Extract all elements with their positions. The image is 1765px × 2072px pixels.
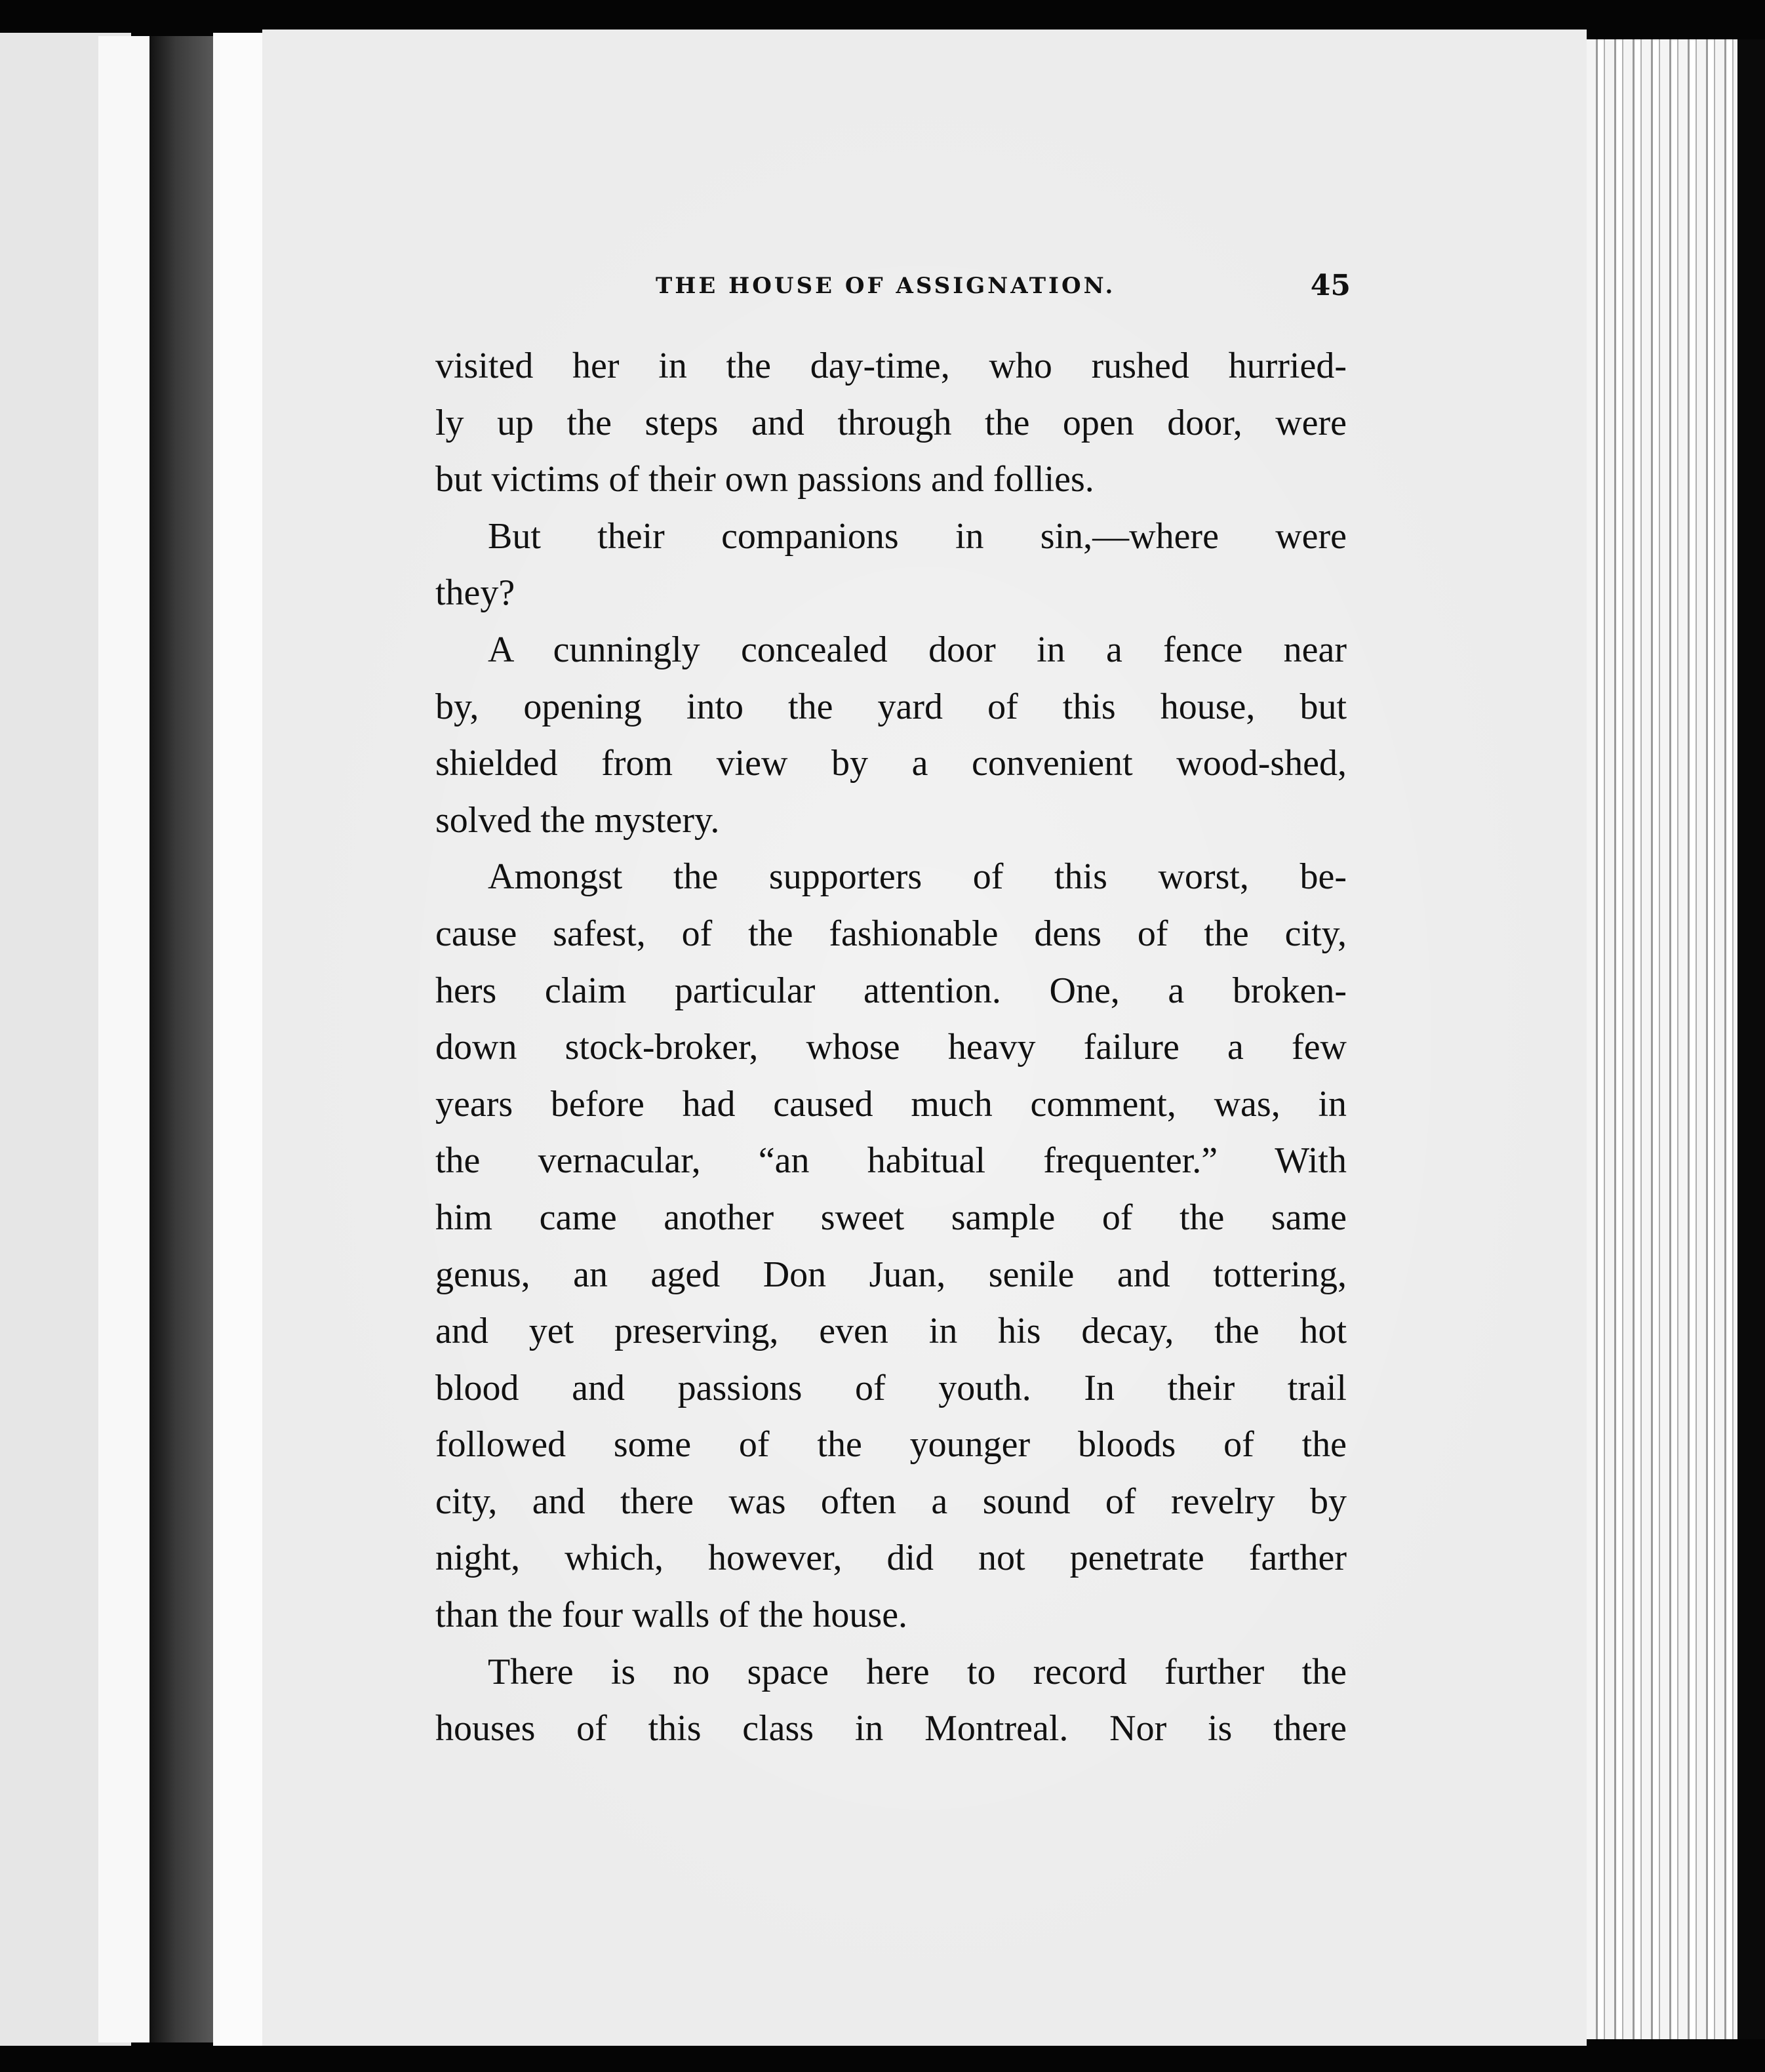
text-line: him came another sweet sample of the same [435,1197,1347,1238]
text-line: hers claim particular attention. One, a broken- [435,970,1347,1011]
running-title: THE HOUSE OF ASSIGNATION. [656,273,1116,299]
page-block-edges [1587,39,1744,2039]
page-number: 45 [1310,269,1351,302]
text-line: genus, an aged Don Juan, senile and tottering, [435,1254,1347,1295]
book-gutter [149,36,215,2042]
text-line: houses of this class in Montreal. Nor is there [435,1708,1347,1749]
text-line: city, and there was often a sound of revelry by [435,1481,1347,1522]
previous-page-margin [98,36,151,2042]
text-line: Amongst the supporters of this worst, be- [488,856,1347,898]
text-line: down stock-broker, whose heavy failure a few [435,1027,1347,1068]
text-line: blood and passions of youth. In their trail [435,1367,1347,1408]
body-text [435,338,1347,1757]
text-line: night, which, however, did not penetrate farther [435,1538,1347,1579]
text-line: visited her in the day-time, who rushed hurried- [435,346,1347,386]
text-line: A cunningly concealed door in a fence near [488,629,1347,670]
text-line: solved the mystery. [435,799,720,841]
text-line: ly up the steps and through the open door, were [435,402,1347,443]
text-line: But their companions in sin,—where were [488,515,1347,557]
text-line: years before had caused much comment, was, in [435,1083,1347,1125]
text-line: shielded from view by a convenient wood-shed, [435,743,1347,784]
text-line: There is no space here to record further the [488,1651,1347,1692]
right-shadow [1737,39,1765,2039]
text-line: they? [435,572,515,614]
text-line: by, opening into the yard of this house, but [435,686,1347,727]
text-line: and yet preserving, even in his decay, the hot [435,1311,1347,1352]
text-line: than the four walls of the house. [435,1595,908,1636]
text-line: but victims of their own passions and follies. [435,459,1094,500]
running-head [656,269,1351,308]
text-line: followed some of the younger bloods of the [435,1424,1347,1465]
text-line: cause safest, of the fashionable dens of the city, [435,913,1347,954]
text-line: the vernacular, “an habitual frequenter.” With [435,1140,1347,1182]
